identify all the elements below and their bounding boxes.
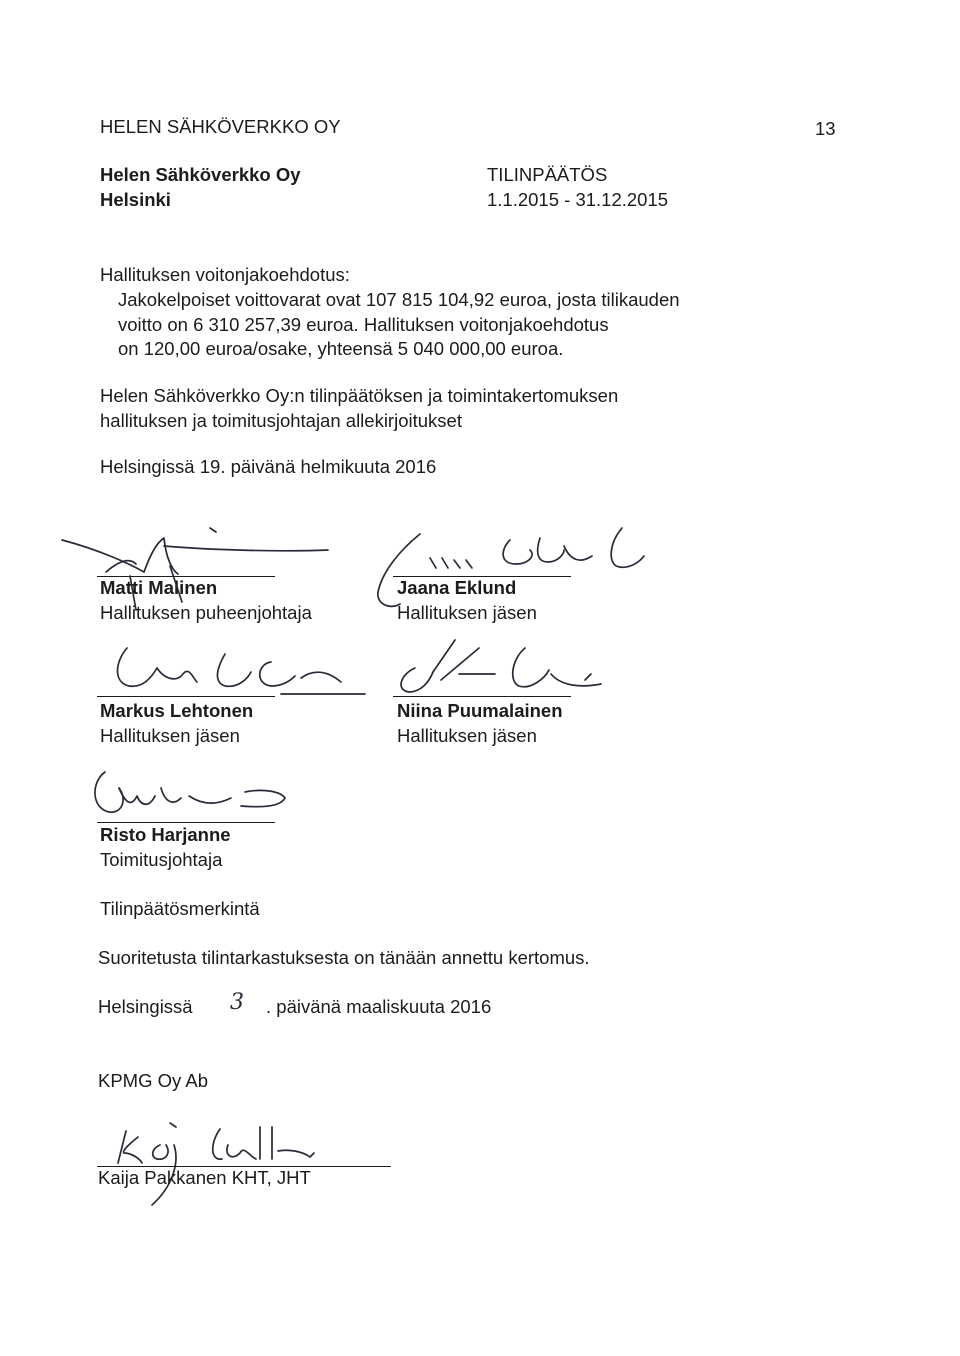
signatory-role: Toimitusjohtaja bbox=[100, 849, 223, 870]
signature-pakkanen bbox=[110, 1115, 330, 1210]
document-type: TILINPÄÄTÖS bbox=[487, 164, 608, 185]
company-city: Helsinki bbox=[100, 189, 171, 210]
proposal-heading: Hallituksen voitonjakoehdotus: bbox=[100, 264, 350, 285]
signatory-name: Jaana Eklund bbox=[397, 577, 517, 598]
audit-heading: Tilinpäätösmerkintä bbox=[100, 898, 260, 919]
signature-malinen bbox=[60, 520, 350, 610]
audit-date: . päivänä maaliskuuta 2016 bbox=[266, 996, 492, 1017]
signatory-name: Risto Harjanne bbox=[100, 824, 231, 845]
proposal-text bbox=[118, 288, 680, 362]
audit-day-handwritten: 3 bbox=[230, 990, 244, 1015]
place-date: Helsingissä 19. päivänä helmikuuta 2016 bbox=[100, 456, 437, 477]
signatory-role: Hallituksen jäsen bbox=[100, 725, 240, 746]
signatory-role: Hallituksen jäsen bbox=[397, 725, 537, 746]
signature-puumalainen bbox=[385, 634, 625, 700]
audit-statement: Suoritetusta tilintarkastuksesta on tänään annettu kertomus. bbox=[98, 947, 590, 968]
signature-eklund bbox=[360, 520, 650, 615]
signatory-role: Hallituksen puheenjohtaja bbox=[100, 602, 312, 623]
page-number: 13 bbox=[815, 118, 836, 139]
signature-line bbox=[97, 822, 275, 823]
signature-lehtonen bbox=[85, 638, 375, 700]
company-name: Helen Sähköverkko Oy bbox=[100, 164, 301, 185]
fiscal-period: 1.1.2015 - 31.12.2015 bbox=[487, 189, 669, 210]
signatory-role: Hallituksen jäsen bbox=[397, 602, 537, 623]
signatory-name: Matti Malinen bbox=[100, 577, 218, 598]
signatory-name: Niina Puumalainen bbox=[397, 700, 563, 721]
audit-place: Helsingissä bbox=[98, 996, 193, 1017]
signature-intro bbox=[100, 384, 618, 433]
signature-harjanne bbox=[85, 762, 295, 822]
company-header: HELEN SÄHKÖVERKKO OY bbox=[100, 116, 341, 137]
auditor-name: Kaija Pakkanen KHT, JHT bbox=[98, 1167, 311, 1188]
proposal-line: Jakokelpoiset voittovarat ovat 107 815 104,92 euroa, josta tilikauden bbox=[118, 289, 680, 310]
intro-line: Helen Sähköverkko Oy:n tilinpäätöksen ja toimintakertomuksen bbox=[100, 385, 619, 406]
intro-line: hallituksen ja toimitusjohtajan allekirjoitukset bbox=[100, 409, 462, 431]
proposal-line: on 120,00 euroa/osake, yhteensä 5 040 000,00 euroa. bbox=[118, 338, 564, 359]
signatory-name: Markus Lehtonen bbox=[100, 700, 254, 721]
proposal-line: voitto on 6 310 257,39 euroa. Hallituksen voitonjakoehdotus bbox=[118, 313, 609, 335]
audit-firm: KPMG Oy Ab bbox=[98, 1070, 209, 1091]
